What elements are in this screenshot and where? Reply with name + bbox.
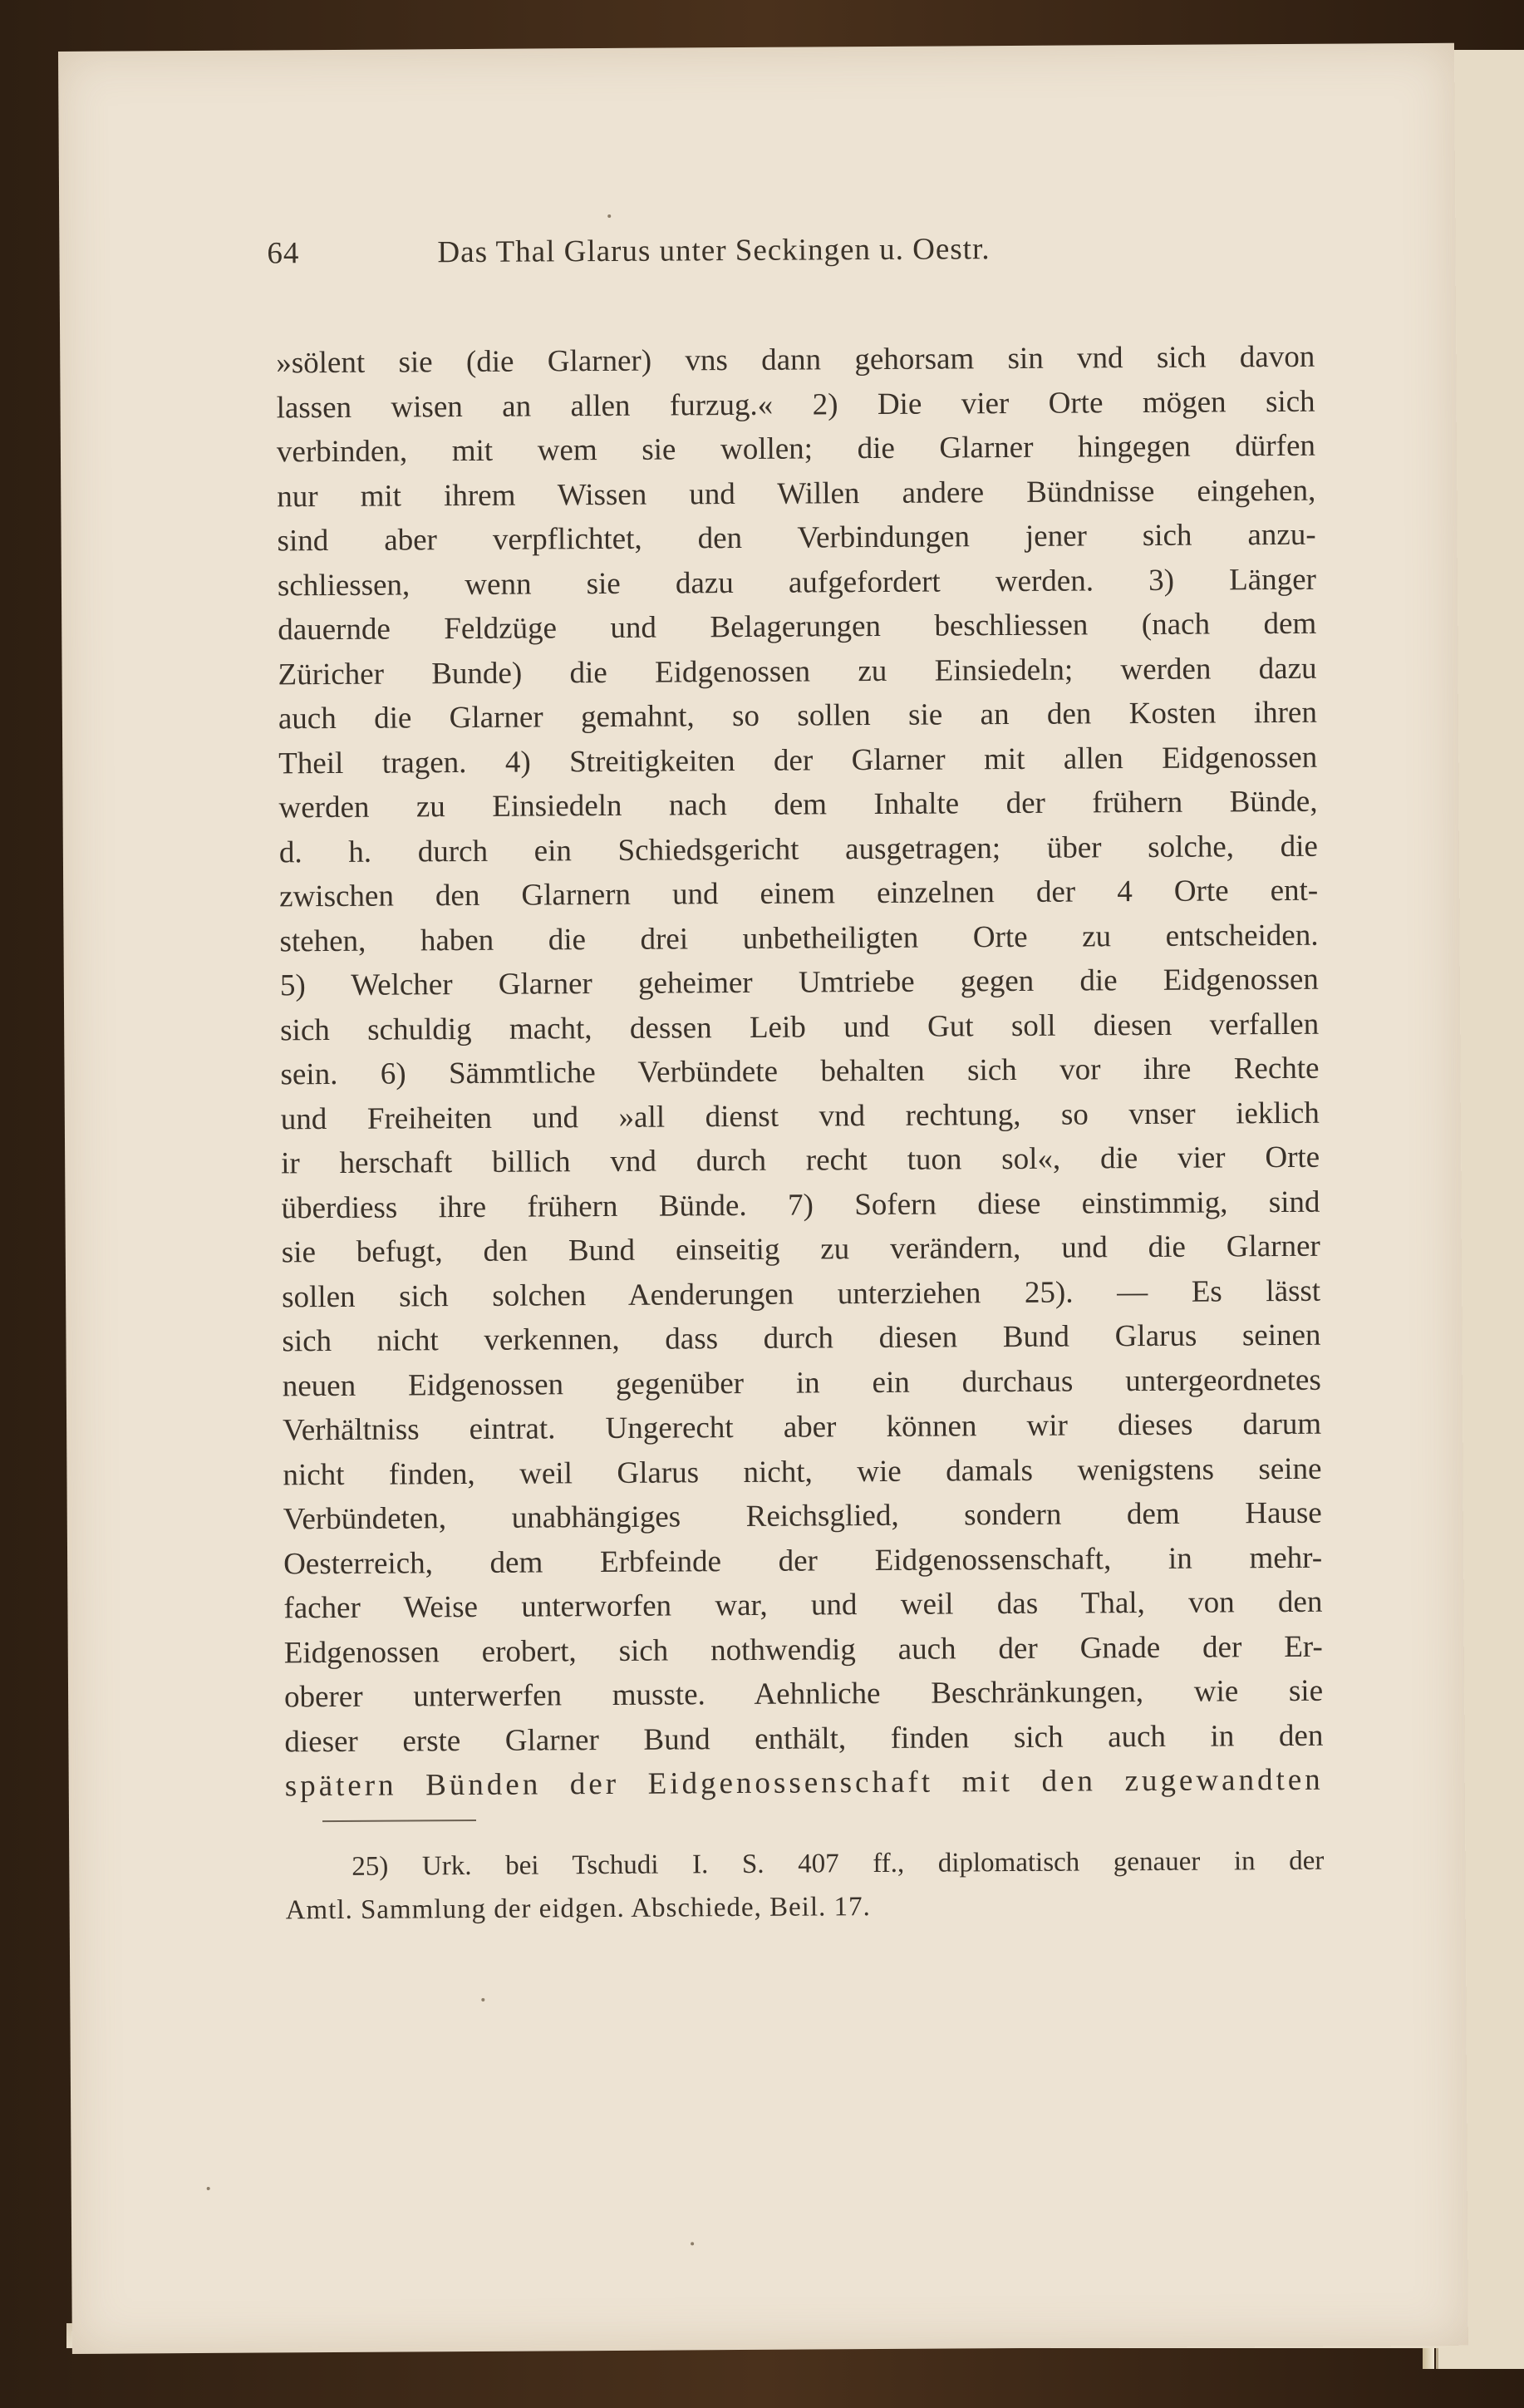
paper-speck (481, 1998, 484, 2002)
paper-speck (607, 214, 611, 218)
page-header (267, 229, 1347, 294)
text-line: und Freiheiten und »all dienst vnd rechtung, so vnser ieklich (280, 1096, 1320, 1136)
paper-speck (207, 2187, 210, 2190)
text-line: sich schuldig macht, dessen Leib und Gut soll diesen verfallen (280, 1007, 1320, 1047)
text-line: oberer unterwerfen musste. Aehnliche Beschränkungen, wie sie (283, 1673, 1324, 1715)
text-line: spätern Bünden der Eidgenossenschaft mit den zugewandten (284, 1762, 1324, 1804)
text-line: zwischen den Glarnern und einem einzelnen der 4 Orte ent- (279, 873, 1319, 914)
text-line: verbinden, mit wem sie wollen; die Glarner hingegen dürfen (276, 428, 1316, 470)
text-line: schliessen, wenn sie dazu aufgefordert werden. 3) Länger (277, 562, 1317, 603)
text-line: Oesterreich, dem Erbfeinde der Eidgenossenschaft, in mehr- (283, 1540, 1323, 1581)
text-line: Züricher Bunde) die Eidgenossen zu Einsiedeln; werden dazu (278, 651, 1317, 692)
body-text (276, 335, 1324, 1809)
text-line: Verbündeten, unabhängiges Reichsglied, sondern dem Hause (283, 1495, 1322, 1537)
text-line: sie befugt, den Bund einseitig zu verändern, und die Glarner (281, 1229, 1320, 1270)
text-line: sind aber verpflichtet, den Verbindungen jener sich anzu- (277, 517, 1316, 559)
footnote-line: 25) Urk. bei Tschudi I. S. 407 ff., diplomatisch genauer in der (352, 1845, 1325, 1882)
footnote-rule (322, 1820, 476, 1822)
running-title: Das Thal Glarus unter Seckingen u. Oestr. (437, 232, 991, 270)
text-line: stehen, haben die drei unbetheiligten Orte zu entscheiden. (279, 918, 1319, 958)
text-line: neuen Eidgenossen gegenüber in ein durchaus untergeordnetes (282, 1362, 1321, 1403)
footnotes (285, 1839, 1325, 1933)
text-line: sein. 6) Sämmtliche Verbündete behalten sich vor ihre Rechte (280, 1051, 1320, 1092)
text-line: d. h. durch ein Schiedsgericht ausgetragen; über solche, die (278, 829, 1318, 869)
footnote-line: Amtl. Sammlung der eidgen. Abschiede, Beil. 17. (285, 1892, 871, 1926)
text-line: »sölent sie (die Glarner) vns dann gehorsam sin vnd sich davon (276, 339, 1315, 381)
text-line: dieser erste Glarner Bund enthält, finden sich auch in den (284, 1718, 1324, 1759)
text-line: sollen sich solchen Aenderungen unterziehen 25). — Es lässt (282, 1273, 1321, 1314)
text-line: lassen wisen an allen furzug.« 2) Die vier Orte mögen sich (276, 384, 1315, 425)
text-line: facher Weise unterworfen war, und weil das Thal, von den (283, 1584, 1323, 1626)
text-line: nur mit ihrem Wissen und Willen andere Bündnisse eingehen, (277, 473, 1316, 514)
text-line: Verhältniss eintrat. Ungerecht aber können wir dieses darum (283, 1406, 1322, 1448)
text-line: auch die Glarner gemahnt, so sollen sie an den Kosten ihren (278, 695, 1318, 736)
text-line: Theil tragen. 4) Streitigkeiten der Glarner mit allen Eidgenossen (278, 740, 1318, 781)
paper-speck (691, 2242, 694, 2245)
text-line: überdiess ihre frühern Bünde. 7) Sofern diese einstimmig, sind (281, 1184, 1320, 1225)
text-line: 5) Welcher Glarner geheimer Umtriebe gegen die Eidgenossen (279, 962, 1319, 1003)
text-line: ir herschaft billich vnd durch recht tuon sol«, die vier Orte (281, 1140, 1320, 1181)
text-line: dauernde Feldzüge und Belagerungen beschliessen (nach dem (278, 606, 1317, 648)
text-line: werden zu Einsiedeln nach dem Inhalte der frühern Bünde, (278, 784, 1318, 825)
text-line: nicht finden, weil Glarus nicht, wie damals wenigstens seine (283, 1451, 1322, 1492)
text-line: Eidgenossen erobert, sich nothwendig auch der Gnade der Er- (283, 1629, 1323, 1670)
book-page (58, 43, 1468, 2354)
text-line: sich nicht verkennen, dass durch diesen Bund Glarus seinen (282, 1317, 1321, 1359)
page-number: 64 (267, 236, 300, 271)
